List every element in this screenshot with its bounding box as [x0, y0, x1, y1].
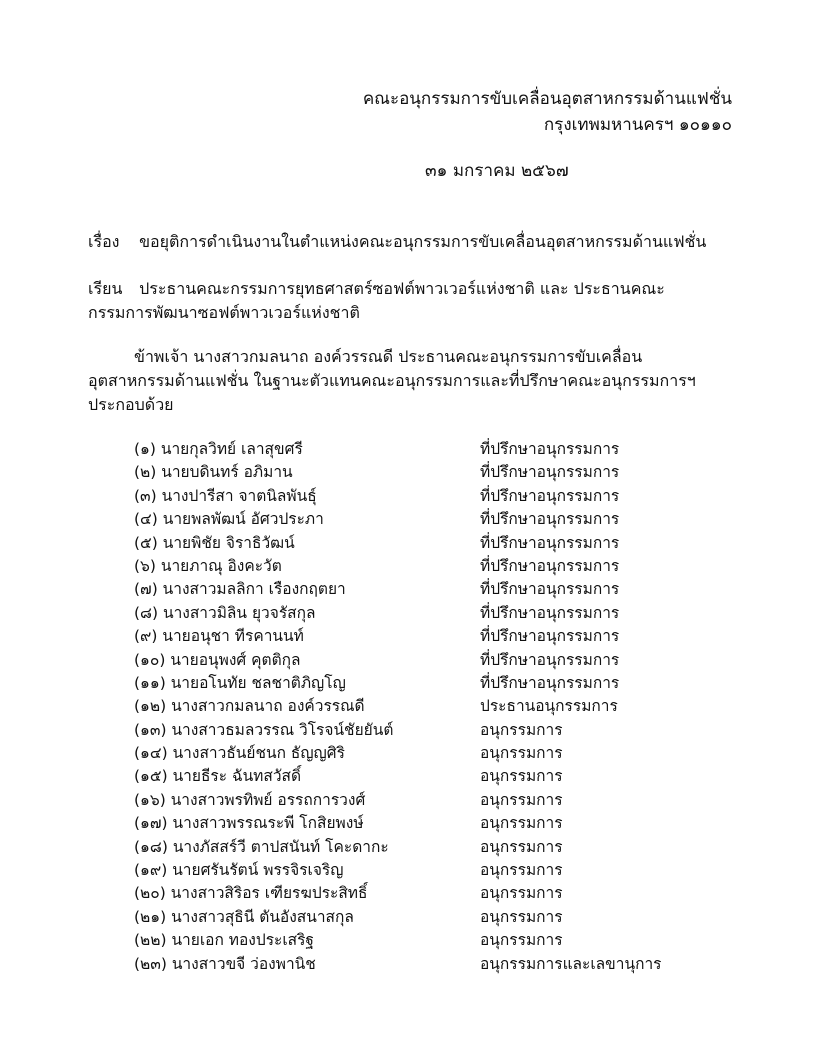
- member-role: อนุกรรมการ: [480, 767, 563, 786]
- member-name: (๒) นายบดินทร์ อภิมาน: [134, 463, 293, 482]
- member-name: (๗) นางสาวมลลิกา เรืองกฤตยา: [134, 580, 346, 599]
- member-name: (๑๔) นางสาวธันย์ชนก ธัญญศิริ: [134, 744, 345, 763]
- list-item: [134, 789, 694, 812]
- list-item: [134, 555, 694, 578]
- list-item: [134, 672, 694, 695]
- list-item: [134, 836, 694, 859]
- member-name: (๑๙) นายศรันรัตน์ พรรจิรเจริญ: [134, 861, 344, 880]
- member-role: ที่ปรึกษาอนุกรรมการ: [480, 580, 620, 599]
- member-role: อนุกรรมการ: [480, 931, 563, 950]
- recipient-label: เรียน: [88, 279, 123, 298]
- member-name: (๑๐) นายอนุพงศ์ คุตติกุล: [134, 650, 301, 669]
- list-item: [134, 625, 694, 648]
- list-item: [134, 438, 694, 461]
- member-role: อนุกรรมการ: [480, 907, 563, 926]
- list-item: [134, 859, 694, 882]
- member-role: ที่ปรึกษาอนุกรรมการ: [480, 556, 620, 575]
- member-list: [134, 438, 694, 976]
- member-role: ที่ปรึกษาอนุกรรมการ: [480, 440, 620, 458]
- recipient-text: ประธานคณะกรรมการยุทธศาสตร์ซอฟต์พาวเวอร์แห่งชาติ และ ประธานคณะกรรมการพัฒนาซอฟต์พาวเวอร์แห่งชาติ: [88, 279, 665, 322]
- member-role: ประธานอนุกรรมการ: [480, 697, 618, 716]
- sender-organization: คณะอนุกรรมการขับเคลื่อนอุตสาหกรรมด้านแฟชั่น: [362, 89, 732, 109]
- member-name: (๒๑) นางสาวสุธินี ตันอังสนาสกุล: [134, 907, 354, 926]
- member-name: (๑๖) นางสาวพรทิพย์ อรรถการวงศ์: [134, 790, 366, 809]
- member-role: ที่ปรึกษาอนุกรรมการ: [480, 650, 620, 669]
- member-role: ที่ปรึกษาอนุกรรมการ: [480, 463, 620, 482]
- member-role: ที่ปรึกษาอนุกรรมการ: [480, 673, 620, 692]
- member-name: (๑๑) นายอโนทัย ชลชาติภิญโญ: [134, 673, 346, 692]
- body-paragraph: ข้าพเจ้า นางสาวกมลนาถ องค์วรรณดี ประธานคณะอนุกรรมการขับเคลื่อนอุตสาหกรรมด้านแฟชั่น ในฐานะตัวแทนคณะอนุกรรมการและที่ปรึกษาคณะอนุกรรมการฯ ประกอบด้วย: [88, 347, 696, 414]
- list-item: [134, 953, 694, 976]
- member-role: อนุกรรมการ: [480, 814, 563, 833]
- list-item: [134, 695, 694, 718]
- member-name: (๒๓) นางสาวขจี ว่องพานิช: [134, 954, 316, 973]
- sender-block: [363, 86, 732, 138]
- member-name: (๙) นายอนุชา ทีรคานนท์: [134, 627, 304, 646]
- sender-city: กรุงเทพมหานครฯ ๑๐๑๑๐: [543, 115, 732, 135]
- member-name: (๖) นายภาณุ อิงคะวัต: [134, 556, 282, 575]
- list-item: [134, 812, 694, 835]
- list-item: [134, 742, 694, 765]
- list-item: [134, 578, 694, 601]
- list-item: [134, 882, 694, 905]
- list-item: [134, 929, 694, 952]
- member-role: อนุกรรมการ: [480, 790, 563, 809]
- list-item: [134, 719, 694, 742]
- member-name: (๘) นางสาวมิลิน ยุวจรัสกุล: [134, 603, 316, 622]
- member-name: (๑๘) นางภัสสร์วี ตาปสนันท์ โคะดากะ: [134, 837, 389, 856]
- member-role: อนุกรรมการ: [480, 861, 563, 880]
- member-name: (๑๒) นางสาวกมลนาถ องค์วรรณดี: [134, 697, 365, 716]
- member-role: อนุกรรมการ: [480, 744, 563, 763]
- member-role: ที่ปรึกษาอนุกรรมการ: [480, 533, 620, 552]
- member-name: (๓) นางปารีสา จาตนิลพันธุ์: [134, 486, 317, 505]
- member-name: (๑๗) นางสาวพรรณระพี โกสิยพงษ์: [134, 814, 364, 833]
- list-item: [134, 508, 694, 531]
- subject-text: ขอยุติการดำเนินงานในตำแหน่งคณะอนุกรรมการขับเคลื่อนอุตสาหกรรมด้านแฟชั่น: [139, 232, 707, 251]
- member-name: (๔) นายพลพัฒน์ อัศวประภา: [134, 510, 324, 529]
- list-item: [134, 649, 694, 672]
- member-name: (๕) นายพิชัย จิราธิวัฒน์: [134, 533, 295, 552]
- member-name: (๑๕) นายธีระ ฉันทสวัสดิ์: [134, 767, 302, 786]
- list-item: [134, 765, 694, 788]
- member-name: (๒๐) นางสาวสิริอร เฑียรฆประสิทธิ์: [134, 884, 368, 903]
- member-name: (๒๒) นายเอก ทองประเสริฐ: [134, 931, 314, 950]
- member-name: (๑) นายกุลวิทย์ เลาสุขศรี: [134, 440, 303, 458]
- subject-label: เรื่อง: [88, 232, 120, 251]
- list-item: [134, 461, 694, 484]
- subject-line: [88, 230, 748, 253]
- member-role: ที่ปรึกษาอนุกรรมการ: [480, 510, 620, 529]
- list-item: [134, 602, 694, 625]
- member-role: อนุกรรมการ: [480, 884, 563, 903]
- member-name: (๑๓) นางสาวธมลวรรณ วิโรจน์ชัยยันต์: [134, 720, 394, 739]
- list-item: [134, 485, 694, 508]
- list-item: [134, 532, 694, 555]
- member-role: ที่ปรึกษาอนุกรรมการ: [480, 486, 620, 505]
- member-role: ที่ปรึกษาอนุกรรมการ: [480, 627, 620, 646]
- member-role: อนุกรรมการ: [480, 837, 563, 856]
- member-role: อนุกรรมการ: [480, 720, 563, 739]
- member-role: อนุกรรมการและเลขานุการ: [480, 954, 662, 973]
- letter-date: ๓๑ มกราคม ๒๕๖๗: [425, 161, 569, 181]
- list-item: [134, 906, 694, 929]
- member-role: ที่ปรึกษาอนุกรรมการ: [480, 603, 620, 622]
- recipient-line: [88, 277, 728, 325]
